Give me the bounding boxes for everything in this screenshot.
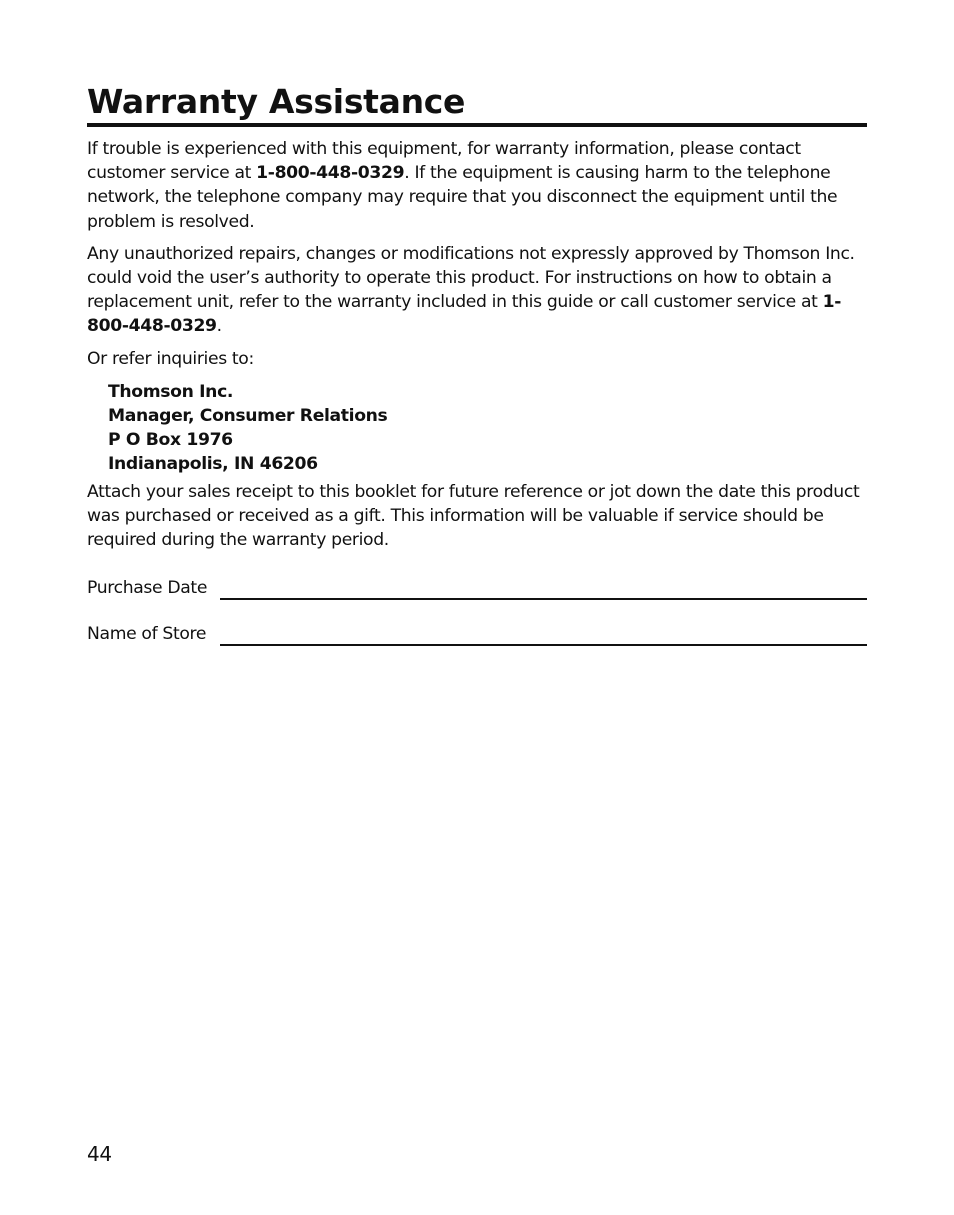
phone-number: 1-800-448-0329 [256,163,405,184]
store-name-line [220,622,867,646]
address-line-department: Manager, Consumer Relations [108,406,388,427]
refer-inquiries-paragraph: Or refer inquiries to: [87,348,254,369]
address-line-city: Indianapolis, IN 46206 [108,454,318,475]
page-content [87,82,867,646]
paragraph-text: If trouble is experienced with this equipment, for warranty information, please contact customer service at [87,139,801,184]
page-number: 44 [87,1142,112,1166]
mailing-address [108,380,867,477]
address-line-po-box: P O Box 1976 [108,430,233,451]
paragraph-text: . If the equipment is causing harm to the telephone network, the telephone company may require that you disconnect the equipment until the problem is resolved. [87,163,838,232]
store-name-label: Name of Store [87,624,207,645]
paragraph-text: . [216,316,222,337]
warranty-contact-paragraph [87,137,867,234]
purchase-date-line [220,576,867,600]
purchase-date-field [87,572,867,600]
purchase-date-label: Purchase Date [87,578,208,599]
unauthorized-repairs-paragraph [87,242,867,339]
address-line-company: Thomson Inc. [108,381,234,402]
paragraph-text: Any unauthorized repairs, changes or modifications not expressly approved by Thomson Inc. could void the user’s authority to operate this product. For instructions on how to obtain a replacement unit, refer to the warranty included in this guide or call customer service at [87,243,855,313]
page-title: Warranty Assistance [87,82,867,127]
phone-number: 1-800-448-0329 [87,292,842,337]
sales-receipt-paragraph: Attach your sales receipt to this booklet for future reference or jot down the date this product was purchased or received as a gift. This information will be valuable if service should be required during the warranty period. [87,481,860,551]
store-name-field [87,618,867,646]
